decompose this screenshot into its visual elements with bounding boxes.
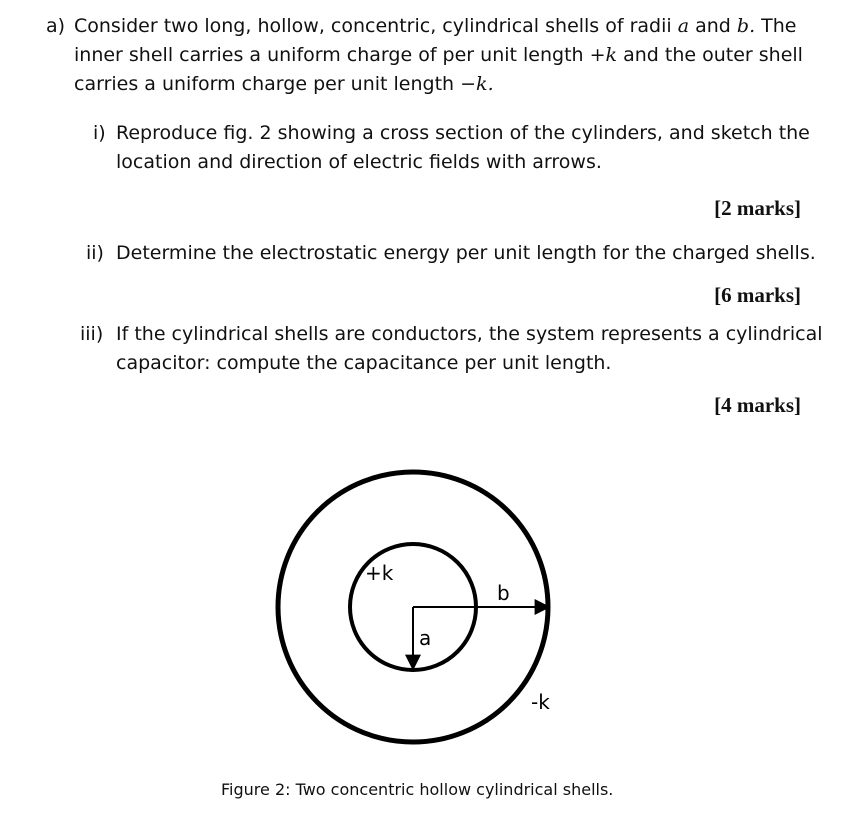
sub-i-line-1: Reproduce fig. 2 showing a cross section of the cylinders, and sketch the (116, 122, 810, 144)
part-a-prefix: a) (46, 15, 66, 37)
sub-iii-line-1: If the cylindrical shells are conductors, the system represents a cylindrical (116, 323, 823, 345)
outer-charge-label: -k (531, 690, 550, 714)
radius-b-symbol: b. (736, 15, 756, 37)
sub-iii-prefix: iii) (80, 323, 104, 345)
sub-iii-marks: [4 marks] (714, 393, 801, 417)
part-a-line-2-end: and the outer shell (623, 44, 803, 66)
radius-b-label: b (497, 581, 510, 605)
figure-caption: Figure 2: Two concentric hollow cylindrical shells. (221, 780, 614, 799)
sub-i-prefix: i) (93, 122, 106, 144)
radius-a-symbol: a (677, 15, 690, 37)
sub-i-marks: [2 marks] (714, 196, 801, 220)
part-a-and: and (695, 15, 731, 37)
part-a-line-3-text: carries a uniform charge per unit length (74, 73, 455, 95)
inner-charge-label: +k (365, 561, 394, 585)
plus-k-symbol: +k (589, 44, 618, 66)
part-a-line-1-end: The (761, 15, 797, 37)
minus-k-symbol: −k. (460, 73, 494, 95)
sub-ii-marks: [6 marks] (714, 283, 801, 307)
sub-iii-line-2: capacitor: compute the capacitance per unit length. (116, 352, 612, 374)
sub-ii-line-1: Determine the electrostatic energy per unit length for the charged shells. (116, 242, 816, 264)
sub-i-line-2: location and direction of electric fields with arrows. (116, 151, 602, 173)
radius-a-label: a (419, 626, 432, 650)
part-a-line-1-text: Consider two long, hollow, concentric, cylindrical shells of radii (74, 15, 672, 37)
sub-ii-prefix: ii) (86, 242, 104, 264)
part-a-line-2-text: inner shell carries a uniform charge of per unit length (74, 44, 584, 66)
